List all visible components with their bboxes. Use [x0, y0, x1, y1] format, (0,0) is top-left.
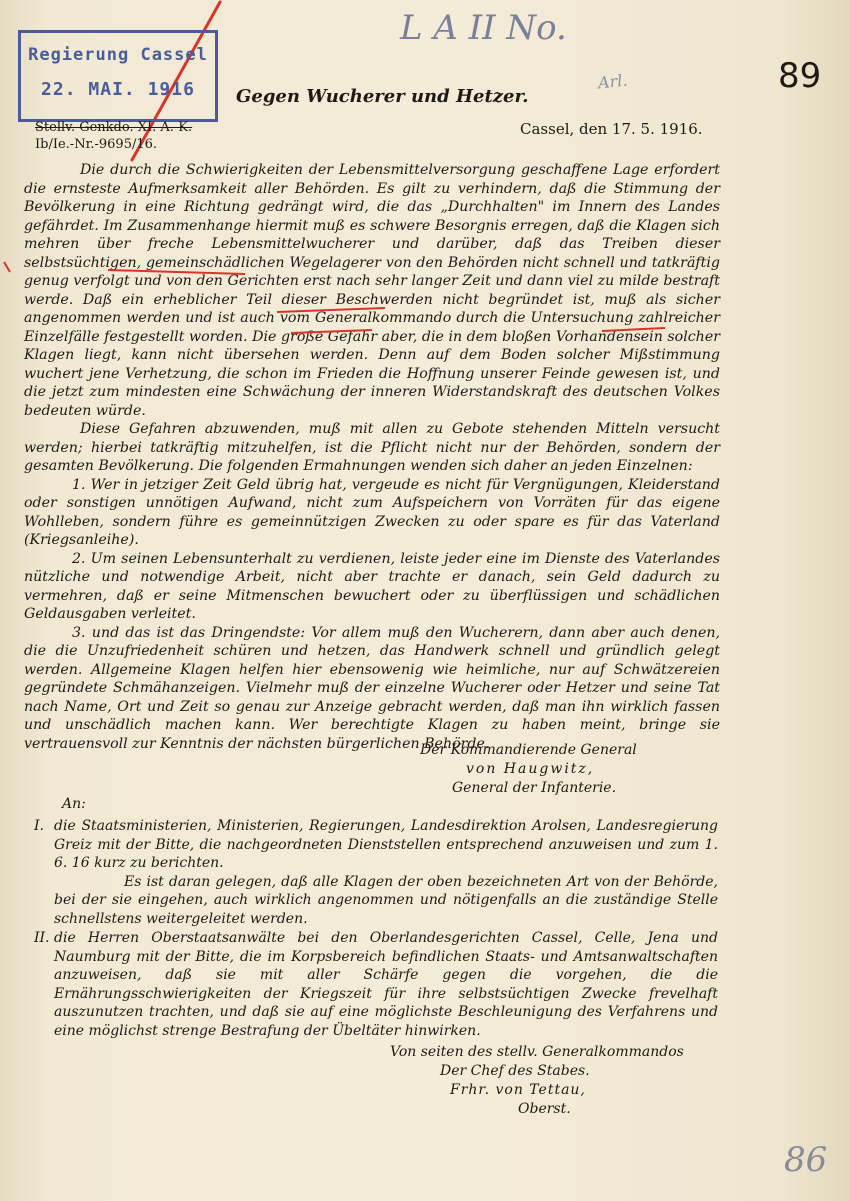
sig2-line4: Oberst.	[518, 1101, 571, 1117]
recipient-1-text: die Staatsministerien, Ministerien, Regierungen, Landesdirektion Arolsen, Landesregierung Greiz mit der Bitte, die nachgeordneten Dienststellen entsprechend anzuweisen und zum 1. 6. 16 kurz zu berichten.	[54, 818, 718, 871]
paragraph-1: Die durch die Schwierigkeiten der Lebensmittelversorgung geschaffene Lage erfordert die ernsteste Aufmerksamkeit aller Behörden. Es gilt zu verhindern, daß die Stimmung der Bevölkerung in eine Richtung gedrängt wird, die das „Durchhalten" im Innern des Landes gefährdet. Im Zusammenhange hiermit muß es schwere Besorgnis erregen, daß die Klagen sich mehren über freche Lebensmittelwucherer und darüber, daß das Treiben dieser selbstsüchtigen, gemeinschädlichen Wegelagerer von den Behörden nicht schnell und tatkräftig genug verfolgt und von den Gerichten erst nach sehr langer Zeit und dann viel zu milde bestraft werde. Daß ein erheblicher Teil dieser Beschwerden nicht begründet ist, muß als sicher angenommen werden und ist auch vom Generalkommando durch die Untersuchung zahlreicher Einzelfälle festgestellt worden. Die große Gefahr aber, die in dem bloßen Vorhandensein solcher Klagen liegt, kann nicht übersehen werden. Denn auf dem Boden solcher Mißstimmung wuchert jene Verhetzung, die schon im Frieden die Hoffnung unserer Feinde gewesen ist, und die jetzt zum mindesten eine Schwächung der inneren Widerstandskraft des deutschen Volkes bedeuten würde.	[24, 162, 720, 419]
sig2-line1: Von seiten des stellv. Generalkommandos	[390, 1044, 684, 1060]
recipient-2	[34, 929, 718, 1040]
pencil-folio-number: 86	[784, 1140, 828, 1180]
page-number: 89	[778, 56, 822, 96]
handwritten-ref-text: L A II No.	[400, 8, 567, 48]
sig1-line3: General der Infanterie.	[452, 780, 617, 796]
sig1-line2: von Haugwitz,	[466, 761, 595, 777]
sig2-line3: Frhr. von Tettau,	[450, 1082, 586, 1098]
item-1: 1. Wer in jetziger Zeit Geld übrig hat, vergeude es nicht für Vergnügungen, Kleiderstand oder sonstigen unnötigen Aufwand, nicht zum Aufspeichern von Vorräten für das eigene Wohlleben, sondern führe es gemeinnützigen Zwecken zu oder spare es für das Vaterland (Kriegsanleihe).	[24, 476, 720, 548]
red-underlines	[0, 0, 850, 400]
item-3: 3. und das ist das Dringendste: Vor allem muß den Wucherern, dann aber auch denen, die die Unzufriedenheit schüren und hetzen, das Handwerk schnell und gründlich gelegt werden. Allgemeine Klagen helfen hier ebensowenig wie heimliche, nur auf Schwätzereien gegründete Schmähanzeigen. Vielmehr muß der einzelne Wucherer oder Hetzer und seine Tat nach Name, Ort und Zeit so genau zur Anzeige gebracht werden, daß man ihn wirklich fassen und unschädlich machen kann. Wer berechtigte Klagen zu haben meint, bringe sie vertrauensvoll zur Kenntnis der nächsten bürgerlichen Behörde.	[24, 624, 720, 752]
paragraph-2: Diese Gefahren abzuwenden, muß mit allen zu Gebote stehenden Mitteln versucht werden; hierbei tatkräftig mitzuhelfen, ist die Pflicht nicht nur der Behörden, sondern der gesamten Bevölkerung. Die folgenden Ermahnungen wenden sich daher an jeden Einzelnen:	[24, 421, 720, 474]
recipient-2-number: II.	[34, 930, 50, 946]
recipient-1-number: I.	[34, 818, 44, 834]
signature-commanding-general	[420, 741, 637, 798]
stamp-date: 22. MAI. 1916	[41, 79, 195, 100]
reference-line-2: Ib/Ie.-Nr.-9695/16.	[35, 137, 158, 152]
sig2-line2: Der Chef des Stabes.	[440, 1063, 590, 1079]
struck-reference: Stellv. Genkdo. XI. A.-K.	[35, 120, 193, 135]
document-title: Gegen Wucherer und Hetzer.	[236, 86, 529, 107]
recipient-1	[34, 817, 718, 928]
recipient-1-note: Es ist daran gelegen, daß alle Klagen der oben bezeichneten Art von der Behörde, bei der sie eingehen, auch wirklich angenommen und nötigenfalls an die zuständige Stelle schnellstens weitergeleitet werden.	[54, 873, 718, 927]
stamp-authority: Regierung Cassel	[28, 45, 208, 65]
sig1-line1: Der Kommandierende General	[420, 742, 637, 758]
recipient-2-text: die Herren Oberstaatsanwälte bei den Oberlandesgerichten Cassel, Celle, Jena und Naumburg mit der Bitte, die im Korpsbereich befindlichen Staats- und Amtsanwaltschaften anzuweisen, daß sie mit aller Schärfe gegen die vorgehen, die die Ernährungsschwierigkeiten der Kriegszeit für ihre selbstsüchtigen Zwecke frevelhaft auszunutzen trachten, und daß sie auf eine möglichste Beschleunigung des Verfahrens und eine möglichst strenge Bestrafung der Übeltäter hinwirken.	[54, 930, 718, 1039]
place-date: Cassel, den 17. 5. 1916.	[520, 120, 703, 138]
addressee-label: An:	[62, 796, 86, 812]
handwritten-sub: Arl.	[597, 70, 629, 93]
signature-chief-of-staff	[390, 1043, 684, 1119]
item-2: 2. Um seinen Lebensunterhalt zu verdienen, leiste jeder eine im Dienste des Vaterlandes nützliche und notwendige Arbeit, nicht aber trachte er danach, sein Geld dadurch zu vermehren, daß er seine Mitmenschen bewuchert oder zu überflüssigen und schädlichen Geldausgaben verleitet.	[24, 550, 720, 622]
